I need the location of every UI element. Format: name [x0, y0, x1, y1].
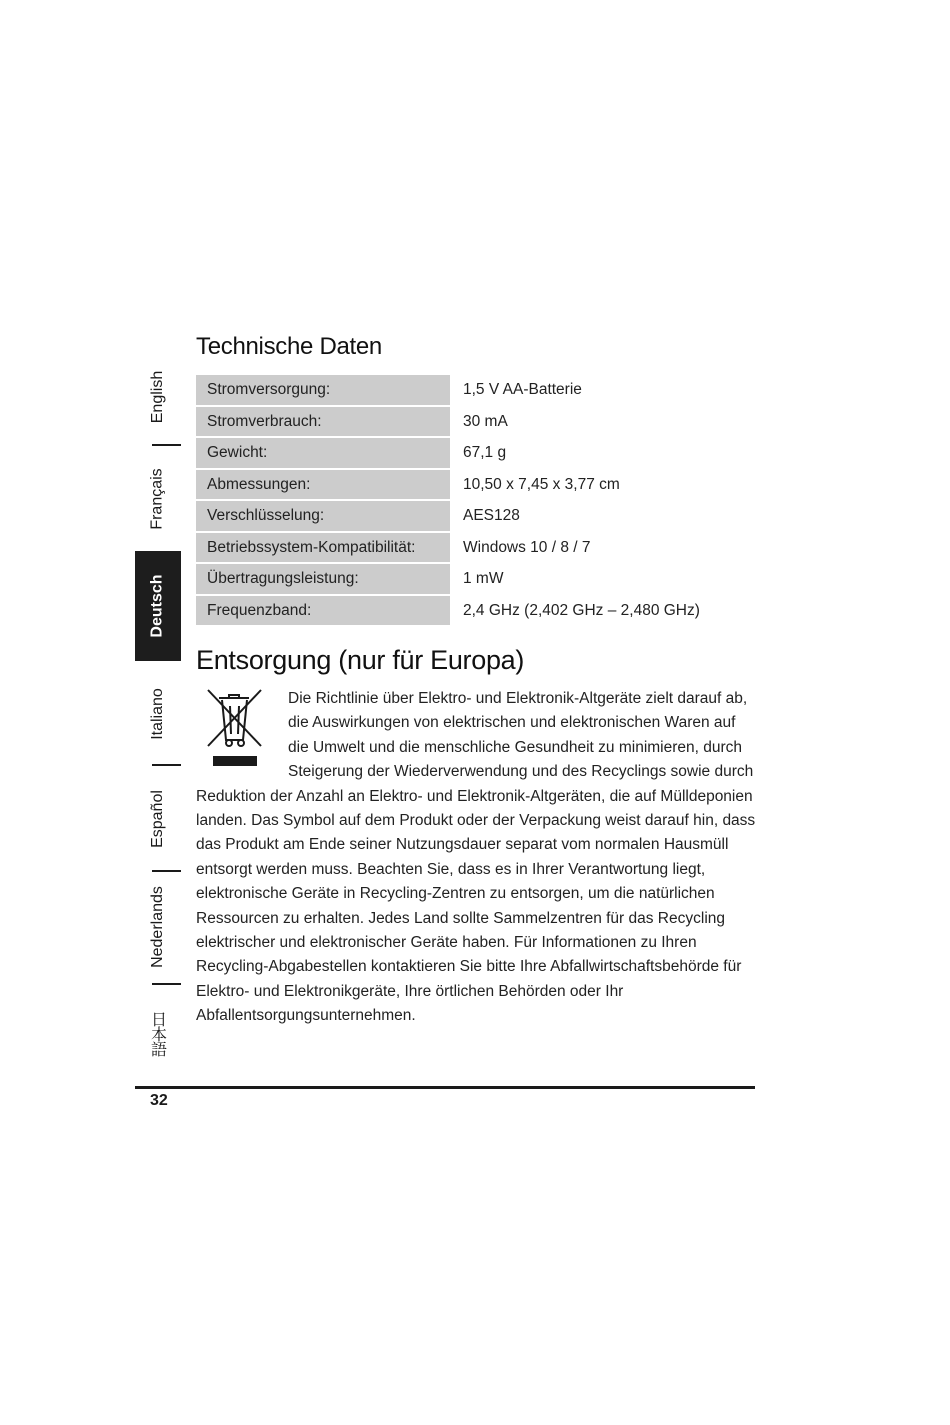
spec-row: [196, 596, 756, 626]
spec-value: AES128: [463, 507, 520, 524]
disposal-heading: Entsorgung (nur für Europa): [196, 645, 525, 675]
disposal-body: [196, 687, 756, 1029]
spec-row: [196, 564, 756, 594]
spec-value: 30 mA: [463, 412, 508, 430]
lang-tab-francais-label: Français: [149, 468, 167, 530]
spec-value: 67,1 g: [463, 444, 507, 461]
spec-key: Abmessungen:: [196, 470, 450, 500]
footer-rule: [135, 1086, 755, 1089]
spec-key: Übertragungsleistung:: [196, 564, 450, 594]
spec-value: 2,4 GHz (2,402 GHz – 2,480 GHz): [463, 601, 700, 619]
lang-tab-italiano-label: Italiano: [149, 688, 166, 740]
spec-row: [196, 438, 756, 468]
spec-value: 1 mW: [463, 570, 504, 587]
spec-key: Verschlüsselung:: [196, 501, 450, 531]
spec-table: [196, 375, 756, 627]
lang-tab-english[interactable]: [135, 352, 181, 442]
spec-row: [196, 407, 756, 437]
icon-spacer: [196, 687, 288, 783]
lang-tab-deutsch-label: Deutsch: [149, 574, 166, 638]
lang-tab-english-label: English: [149, 370, 167, 424]
spec-key: Stromversorgung:: [196, 375, 450, 405]
spec-row: [196, 501, 756, 531]
tab-divider: [152, 983, 181, 985]
lang-tab-deutsch[interactable]: [135, 551, 181, 661]
spec-row: [196, 533, 756, 563]
spec-row: [196, 375, 756, 405]
lang-tab-nederlands[interactable]: [135, 874, 181, 980]
lang-tab-espanol[interactable]: [135, 772, 181, 866]
spec-key: Stromverbrauch:: [196, 407, 450, 437]
tab-divider: [152, 444, 181, 446]
spec-key: Gewicht:: [196, 438, 450, 468]
spec-value: Windows 10 / 8 / 7: [463, 538, 591, 556]
spec-value: 1,5 V AA-Batterie: [463, 381, 582, 398]
lang-tab-espanol-label: Español: [149, 790, 167, 848]
lang-tab-japanese-label: 日本語: [148, 1010, 168, 1056]
lang-tab-italiano[interactable]: [135, 668, 181, 760]
page-number: 32: [150, 1092, 168, 1109]
spec-value: 10,50 x 7,45 x 3,77 cm: [463, 475, 620, 493]
spec-key: Frequenzband:: [196, 596, 450, 626]
tab-divider: [152, 870, 181, 872]
spec-key: Betriebssystem-Kompatibilität:: [196, 533, 450, 563]
disposal-body-text: Die Richtlinie über Elektro- und Elektronik-Altgeräte zielt darauf ab, die Auswirkungen von elektrischen und elektronischen Waren auf die Umwelt und die menschliche Gesundheit zu minimieren, durch Steigerung der Wiederverwendung und des Recyclings sowie durch Reduktion der Anzahl an Elektro- und Elektronik-Altgeräten, die auf Mülldeponien landen. Das Symbol auf dem Produkt oder der Verpackung weist darauf hin, dass das Produkt am Ende seiner Nutzungsdauer separat vom normalen Hausmüll entsorgt werden muss. Beachten Sie, dass es in Ihrer Verantwortung liegt, elektronische Geräte in Recycling-Zentren zu entsorgen, um die natürlichen Ressourcen zu erhalten. Jedes Land sollte Sammelzentren für das Recycling elektrischer und elektronischer Geräte haben. Für Informationen zu Ihren Recycling-Abgabestellen kontaktieren Sie bitte Ihre Abfallwirtschaftsbehörde für Elektro- und Elektronikgeräte, Ihre örtlichen Behörden oder Ihr Abfallentsorgungsunternehmen.: [196, 690, 756, 1025]
lang-tab-francais[interactable]: [135, 450, 181, 548]
spec-row: [196, 470, 756, 500]
specs-heading: Technische Daten: [196, 333, 382, 360]
lang-tab-japanese[interactable]: [135, 1003, 181, 1063]
tab-divider: [152, 764, 181, 766]
lang-tab-nederlands-label: Nederlands: [149, 886, 167, 968]
